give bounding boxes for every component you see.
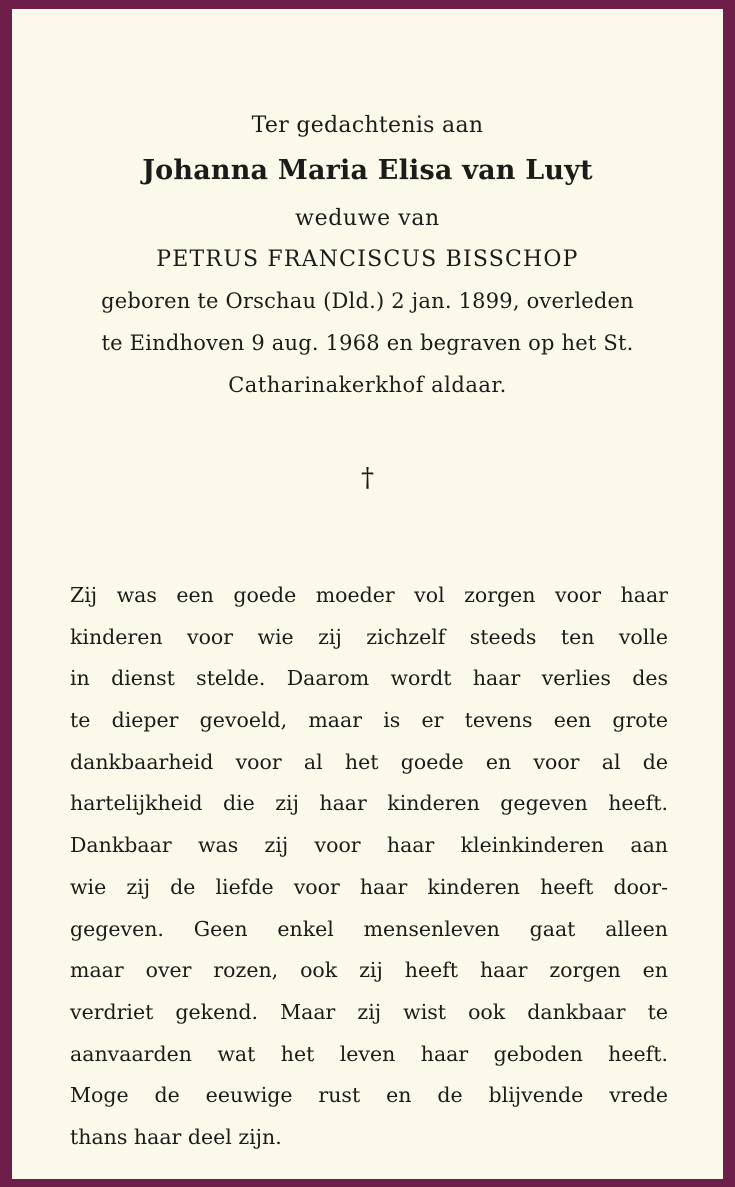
burial-line: Catharinakerkhof aldaar. <box>228 373 507 397</box>
text-line: aanvaarden wat het leven haar geboden heeft. <box>70 1041 668 1066</box>
text-line: Dankbaar was zij voor haar kleinkinderen aan <box>70 833 668 858</box>
text-line: wie zij de liefde voor haar kinderen heeft door- <box>70 874 668 899</box>
text-line: verdriet gekend. Maar zij wist ook dankbaar te <box>70 999 668 1024</box>
text-line: thans haar deel zijn. <box>70 1124 282 1149</box>
text-line: maar over rozen, ook zij heeft haar zorgen en <box>70 958 668 983</box>
text-line: Zij was een goede moeder vol zorgen voor haar <box>70 583 668 607</box>
text-line: hartelijkheid die zij haar kinderen gegeven heeft. <box>70 791 668 816</box>
memorial-card <box>12 9 723 1179</box>
deceased-name: Johanna Maria Elisa van Luyt <box>142 155 593 186</box>
death-line: te Eindhoven 9 aug. 1968 en begraven op het St. <box>101 331 634 355</box>
cross-icon: † <box>361 463 374 493</box>
birth-line: geboren te Orschau (Dld.) 2 jan. 1899, overleden <box>101 289 634 313</box>
text-line: Moge de eeuwige rust en de blijvende vrede <box>70 1083 668 1108</box>
memorial-text <box>70 575 668 1159</box>
widow-of-label: weduwe van <box>295 206 440 231</box>
husband-name: PETRUS FRANCISCUS BISSCHOP <box>156 247 579 272</box>
text-line: te dieper gevoeld, maar is er tevens een grote <box>70 708 668 733</box>
text-line: gegeven. Geen enkel mensenleven gaat alleen <box>70 916 668 941</box>
text-line: in dienst stelde. Daarom wordt haar verlies des <box>70 666 668 691</box>
text-line: kinderen voor wie zij zichzelf steeds ten volle <box>70 624 668 649</box>
intro-heading: Ter gedachtenis aan <box>251 113 484 138</box>
text-line: dankbaarheid voor al het goede en voor al de <box>70 749 668 774</box>
